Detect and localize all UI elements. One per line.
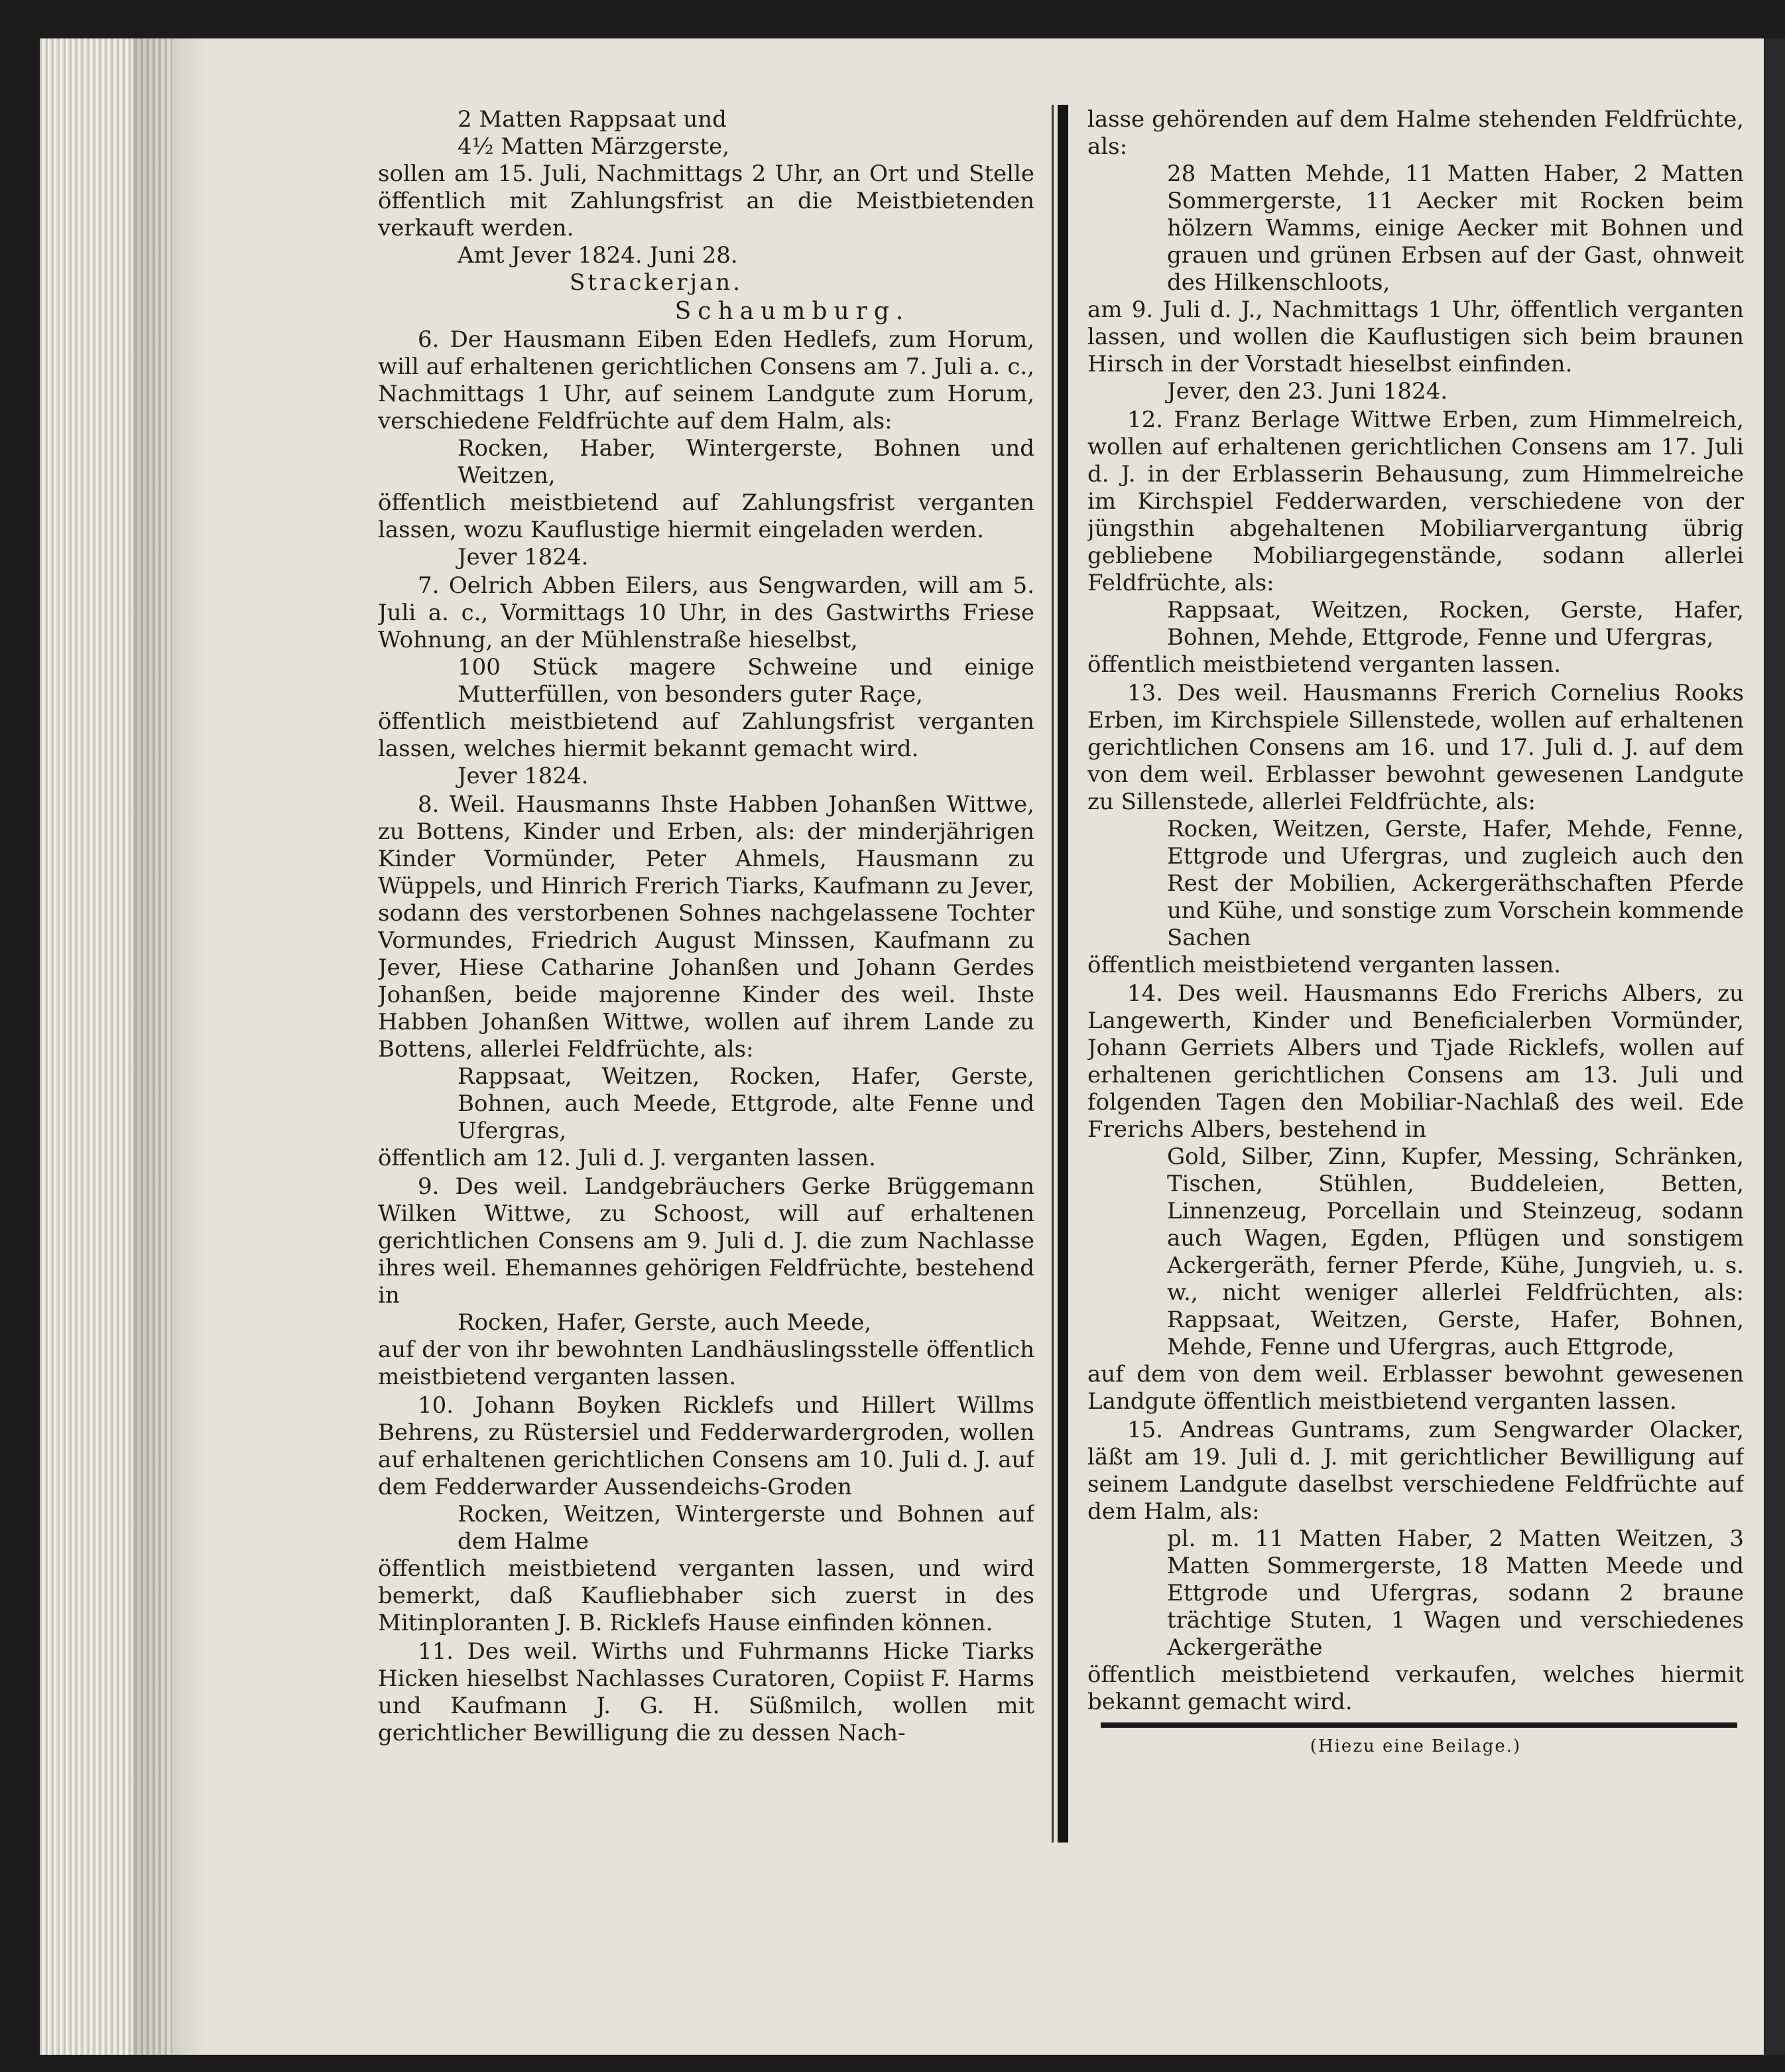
notice-12-text: 12. Franz Berlage Wittwe Erben, zum Himmelreich, wollen auf erhaltenen gerichtlichen Consens am 17. Juli d. J. in der Erblasserin Behausung, zum Himmelreiche im Kirchspiel Fedderwarden, verschiedene von der jüngsthin abgehaltenen Mobiliarvergantung übrig gebliebene Mobiliargegenstände, sodann allerlei Feldfrüchte, als: [1087,407,1744,596]
notice-14-cont: auf dem von dem weil. Erblasser bewohnt gewesenen Landgute öffentlich meistbietend verganten lassen. [1087,1361,1744,1415]
notice-7-list: 100 Stück magere Schweine und einige Mutterfüllen, von besonders guter Raçe, [458,654,1034,708]
notice-6-cont: öffentlich meistbietend auf Zahlungsfrist verganten lassen, wozu Kauflustige hiermit eingeladen werden. [378,489,1034,543]
notice-6-list: Rocken, Haber, Wintergerste, Bohnen und Weitzen, [458,435,1034,489]
notice-13-text: 13. Des weil. Hausmanns Frerich Cornelius Rooks Erben, im Kirchspiele Sillenstede, wollen auf erhaltenen gerichtlichen Consens am 16. und 17. Juli d. J. auf dem von dem weil. Erblasser bewohnt gewesenen Landgute zu Sillenstede, allerlei Feldfrüchte, als: [1087,680,1744,815]
notice-8-text: 8. Weil. Hausmanns Ihste Habben Johanßen Wittwe, zu Bottens, Kinder und Erben, als: der minderjährigen Kinder Vormünder, Peter Ahmels, Hausmann zu Wüppels, und Hinrich Frerich Tiarks, Kaufmann zu Jever, sodann des verstorbenen Sohnes nachgelassene Tochter Vormundes, Friedrich August Minssen, Kaufmann zu Jever, Hiese Catharine Johanßen und Johann Gerdes Johanßen, beide majorenne Kinder des weil. Ihste Habben Johanßen Wittwe, wollen auf ihrem Lande zu Bottens, allerlei Feldfrüchte, als: [378,791,1034,1063]
notice-7-cont: öffentlich meistbietend auf Zahlungsfrist verganten lassen, welches hiermit bekannt gemacht wird. [378,708,1034,762]
notice-10-list: Rocken, Weitzen, Wintergerste und Bohnen auf dem Halme [458,1501,1034,1555]
supplement-note: (Hiezu eine Beilage.) [1310,1736,1522,1756]
notice-8-list: Rappsaat, Weitzen, Rocken, Hafer, Gerste, Bohnen, auch Meede, Ettgrode, alte Fenne und Ufergras, [458,1063,1034,1144]
notice-6-date: Jever 1824. [458,544,589,570]
notice-7-date: Jever 1824. [458,763,589,789]
notice-9-cont: auf der von ihr bewohnten Landhäuslingsstelle öffentlich meistbietend verganten lassen. [378,1336,1034,1390]
notice-11-list: 28 Matten Mehde, 11 Matten Haber, 2 Matten Sommergerste, 11 Aecker mit Rocken beim hölzern Wamms, einige Aecker mit Bohnen und grauen und grünen Erbsen auf der Gast, ohnweit des Hilkenschloots, [1167,161,1744,296]
book-binding [1765,38,1785,2055]
notice-10-text: 10. Johann Boyken Ricklefs und Hillert Willms Behrens, zu Rüstersiel und Fedderwardergroden, wollen auf erhaltenen gerichtlichen Consens am 10. Juli d. J. auf dem Fedderwarder Aussendeichs-Groden [378,1392,1034,1500]
notice-12-cont: öffentlich meistbietend verganten lassen. [1087,651,1562,678]
top-signature: Strackerjan. [569,269,743,296]
notice-12-list: Rappsaat, Weitzen, Rocken, Gerste, Hafer, Bohnen, Mehde, Ettgrode, Fenne und Ufergras, [1167,597,1744,651]
page-gutter-shadow [133,38,206,2055]
notice-14-text: 14. Des weil. Hausmanns Edo Frerichs Albers, zu Langewerth, Kinder und Beneficialerben Vormünder, Johann Gerriets Albers und Tjade Ricklefs, wollen auf erhaltenen gerichtlichen Consens am 13. Juli und folgenden Tagen den Mobiliar-Nachlaß des weil. Ede Frerichs Albers, bestehend in [1087,980,1744,1143]
notice-11-cont: lasse gehörenden auf dem Halme stehenden Feldfrüchte, als: [1087,106,1744,160]
left-column [378,106,1034,1990]
notice-13-list: Rocken, Weitzen, Gerste, Hafer, Mehde, Fenne, Ettgrode und Ufergras, und zugleich auch den Rest der Mobilien, Ackergeräthschaften Pferde und Kühe, und sonstige zum Vorschein kommende Sachen [1167,816,1744,951]
notice-6-text: 6. Der Hausmann Eiben Eden Hedlefs, zum Horum, will auf erhaltenen gerichtlichen Consens am 7. Juli a. c., Nachmittags 1 Uhr, auf seinem Landgute zum Horum, verschiedene Feldfrüchte auf dem Halm, als: [378,326,1034,434]
top-date: Amt Jever 1824. Juni 28. [458,242,738,269]
top-notice: sollen am 15. Juli, Nachmittags 2 Uhr, an Ort und Stelle öffentlich mit Zahlungsfrist an die Meistbietenden verkauft werden. [378,161,1034,241]
section-heading: Schaumburg. [674,298,910,325]
right-column [1087,106,1744,1990]
notice-11-text: 11. Des weil. Wirths und Fuhrmanns Hicke Tiarks Hicken hieselbst Nachlasses Curatoren, Copiist F. Harms und Kaufmann J. G. H. Süßmilch, wollen mit gerichtlicher Bewilligung die zu dessen Nach- [378,1638,1034,1746]
column-divider-thin [1052,105,1054,1843]
notice-11-tail: am 9. Juli d. J., Nachmittags 1 Uhr, öffentlich verganten lassen, und wollen die Kauflustigen sich beim braunen Hirsch in der Vorstadt hieselbst einfinden. [1087,296,1744,377]
notice-15-cont: öffentlich meistbietend verkaufen, welches hiermit bekannt gemacht wird. [1087,1661,1744,1715]
notice-13-cont: öffentlich meistbietend verganten lassen. [1087,952,1562,978]
notice-7-text: 7. Oelrich Abben Eilers, aus Sengwarden, will am 5. Juli a. c., Vormittags 10 Uhr, in des Gastwirths Friese Wohnung, an der Mühlenstraße hieselbst, [378,572,1034,653]
notice-9-text: 9. Des weil. Landgebräuchers Gerke Brüggemann Wilken Wittwe, zu Schoost, will auf erhaltenen gerichtlichen Consens am 9. Juli d. J. die zum Nachlasse ihres weil. Ehemannes gehörigen Feldfrüchte, bestehend in [378,1173,1034,1309]
notice-8-cont: öffentlich am 12. Juli d. J. verganten lassen. [378,1145,876,1171]
notice-15-list: pl. m. 11 Matten Haber, 2 Matten Weitzen, 3 Matten Sommergerste, 18 Matten Meede und Ettgrode und Ufergras, sodann 2 braune trächtige Stuten, 1 Wagen und verschiedenes Ackergeräthe [1167,1525,1744,1661]
top-list-item: 2 Matten Rappsaat und [458,106,727,133]
notice-10-cont: öffentlich meistbietend verganten lassen, und wird bemerkt, daß Kaufliebhaber sich zuerst in des Mitinploranten J. B. Ricklefs Hause einfinden können. [378,1555,1034,1636]
column-divider [1058,105,1068,1843]
notice-11-date: Jever, den 23. Juni 1824. [1167,378,1448,405]
end-rule [1101,1722,1737,1728]
top-list-item: 4½ Matten Märzgerste, [458,133,730,160]
notice-9-list: Rocken, Hafer, Gerste, auch Meede, [458,1309,872,1336]
notice-14-list: Gold, Silber, Zinn, Kupfer, Messing, Schränken, Tischen, Stühlen, Buddeleien, Betten, Linnenzeug, Porcellain und Steinzeug, sodann auch Wagen, Egden, Pflügen und sonstigem Ackergeräth, ferner Pferde, Kühe, Jungvieh, u. s. w., nicht weniger allerlei Feldfrüchten, als: Rappsaat, Weitzen, Gerste, Hafer, Bohnen, Mehde, Fenne und Ufergras, auch Ettgrode, [1167,1143,1744,1360]
notice-15-text: 15. Andreas Guntrams, zum Sengwarder Olacker, läßt am 19. Juli d. J. mit gerichtlicher Bewilligung auf seinem Landgute daselbst verschiedene Feldfrüchte auf dem Halm, als: [1087,1417,1744,1525]
